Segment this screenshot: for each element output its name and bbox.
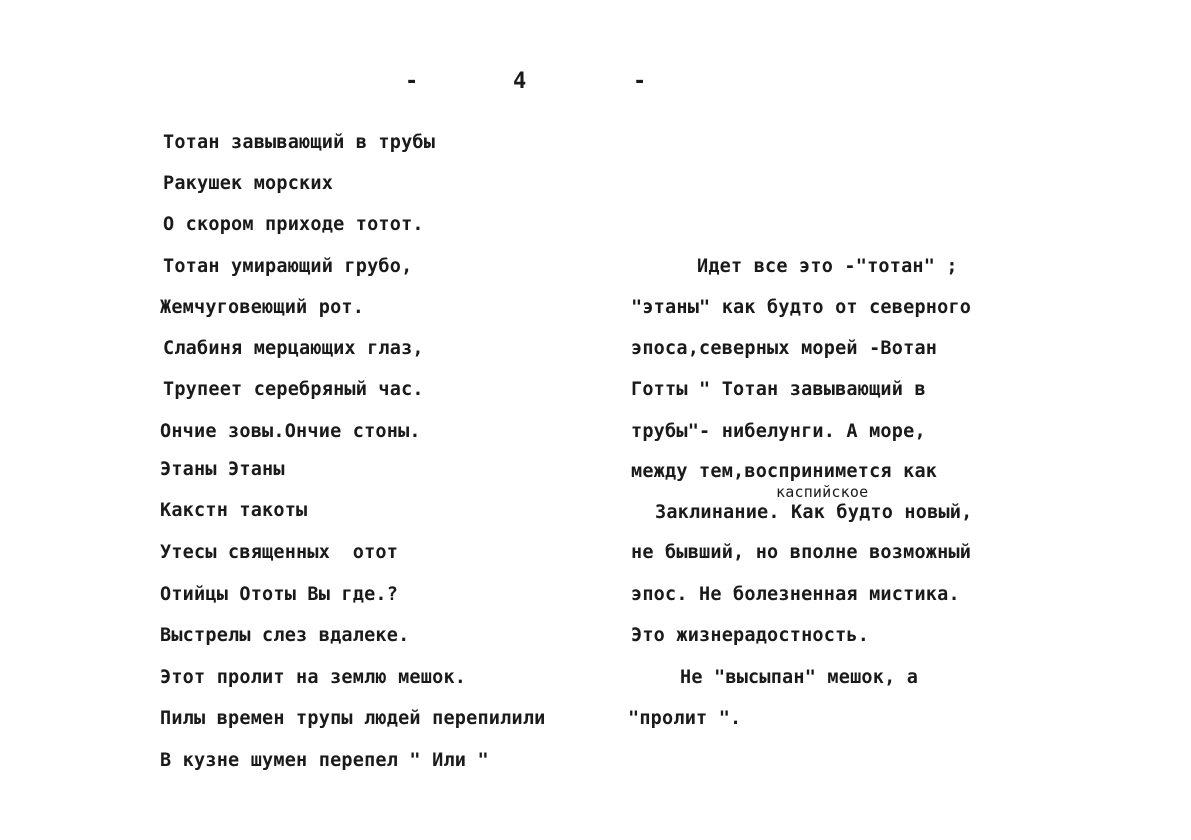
page-number: 4 [513,69,527,94]
poem-line: Ракушек морских [163,173,334,194]
commentary-line: Идет все это -"тотан" ; [697,256,958,277]
commentary-line: эпоса,северных морей -Вотан [631,338,938,359]
page-header [0,64,1191,100]
commentary-line: "этаны" как будто от северного [631,297,972,318]
commentary-insertion: каспийское [776,483,869,501]
header-dash-left: - [405,69,419,94]
poem-line: Какстн такоты [160,500,308,521]
commentary-line: Это жизнерадостность. [631,625,870,646]
commentary-line: трубы"- нибелунги. А море, [631,421,926,442]
poem-line: Отийцы Ототы Вы где.? [160,584,399,605]
commentary-line: Заклинание. Как будто новый, [655,502,973,523]
poem-line: Выстрелы слез вдалеке. [160,625,410,646]
poem-line: Трупеет серебряный час. [163,379,424,400]
poem-line: Этот пролит на землю мешок. [160,667,467,688]
commentary-line: не бывший, но вполне возможный [631,542,972,563]
commentary-line: "пролит ". [628,708,742,729]
poem-line: Этаны Этаны [160,459,285,480]
poem-line: Тотан умирающий грубо, [163,256,413,277]
commentary-line: Готты " Тотан завывающий в [631,379,926,400]
poem-line: Утесы священных отот [160,542,399,563]
poem-line: Пилы времен трупы людей перепилили [160,708,546,729]
poem-line: В кузне шумен перепел " Или " [160,750,489,771]
poem-line: Ончие зовы.Ончие стоны. [160,421,421,442]
commentary-line: Не "высыпан" мешок, а [680,667,919,688]
poem-line: Тотан завывающий в трубы [163,132,436,153]
header-dash-right: - [633,69,647,94]
commentary-line: эпос. Не болезненная мистика. [631,584,960,605]
poem-line: Слабиня мерцающих глаз, [163,338,424,359]
poem-line: Жемчуговеющий рот. [160,297,365,318]
poem-line: О скором приходе тотот. [163,214,424,235]
commentary-line: между тем,воспринимется как [631,461,938,482]
